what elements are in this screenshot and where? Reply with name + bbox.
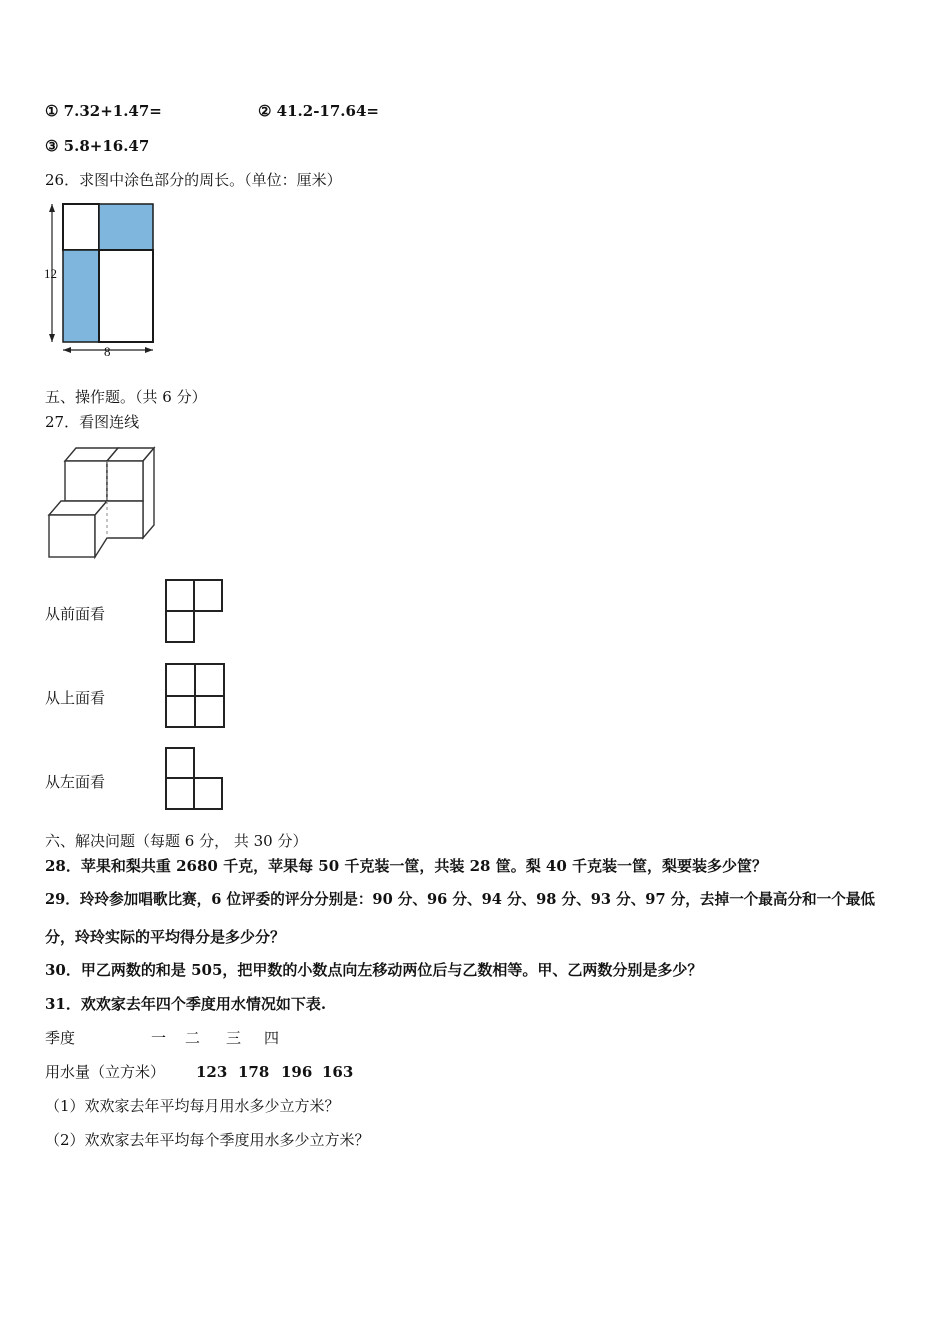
view-left-shape[interactable] [163, 745, 233, 815]
question-30: 30．甲乙两数的和是 505，把甲数的小数点向左移动两位后与乙数相等。甲、乙两数分别是多少？ [45, 961, 703, 979]
view-label-top: 从上面看 [45, 689, 106, 707]
height-arrow-bottom [49, 334, 55, 342]
view-front-shape[interactable] [163, 577, 233, 647]
table-header-label: 季度 [45, 1029, 76, 1047]
question-26: 26．求图中涂色部分的周长。（单位：厘米） [45, 171, 342, 189]
height-arrow-top [49, 204, 55, 212]
table-row-label: 用水量（立方米） [45, 1063, 166, 1081]
question-29-line-1: 29．玲玲参加唱歌比赛，6 位评委的评分分别是：90 分、96 分、94 分、98 分、93 分、97 分，去掉一个最高分和一个最低 [45, 891, 876, 908]
height-label: 12 [44, 266, 57, 281]
quarter-2: 二 [185, 1029, 201, 1047]
calc-item-3: ③ 5.8+16.47 [45, 137, 150, 155]
view-label-front: 从前面看 [45, 605, 106, 623]
question-27: 27．看图连线 [45, 413, 140, 431]
shaded-rect-top [99, 204, 153, 250]
sub-question-2: （2）欢欢家去年平均每个季度用水多少立方米？ [45, 1131, 370, 1149]
view-top-shape[interactable] [163, 661, 233, 731]
cell-bottom-right [99, 250, 153, 342]
section-6-title: 六、解决问题（每题 6 分， 共 30 分） [45, 832, 308, 850]
question-28: 28．苹果和梨共重 2680 千克，苹果每 50 千克装一筐，共装 28 筐。梨 40 千克装一筐，梨要装多少筐？ [45, 857, 768, 875]
question-31: 31．欢欢家去年四个季度用水情况如下表. [45, 995, 327, 1013]
sub-question-1: （1）欢欢家去年平均每月用水多少立方米？ [45, 1097, 340, 1115]
cube-solid-figure [45, 445, 165, 565]
calc-item-2: ② 41.2-17.64= [258, 102, 379, 120]
cell-top-left [63, 204, 99, 250]
shaded-rect-left [63, 250, 99, 342]
quarter-4: 四 [264, 1029, 280, 1047]
width-arrow-right [145, 347, 153, 353]
width-arrow-left [63, 347, 71, 353]
view-label-left: 从左面看 [45, 773, 106, 791]
width-label: 8 [104, 344, 111, 359]
quarter-1: 一 [151, 1029, 167, 1047]
quarter-3: 三 [226, 1029, 242, 1047]
usage-q2: 178 [238, 1063, 270, 1081]
perimeter-figure [38, 198, 168, 363]
section-5-title: 五、操作题。（共 6 分） [45, 388, 207, 406]
calc-item-1: ① 7.32+1.47= [45, 102, 162, 120]
usage-q1: 123 [196, 1063, 228, 1081]
usage-q3: 196 [281, 1063, 313, 1081]
question-29-line-2: 分，玲玲实际的平均得分是多少分？ [45, 928, 286, 946]
usage-q4: 163 [322, 1063, 354, 1081]
